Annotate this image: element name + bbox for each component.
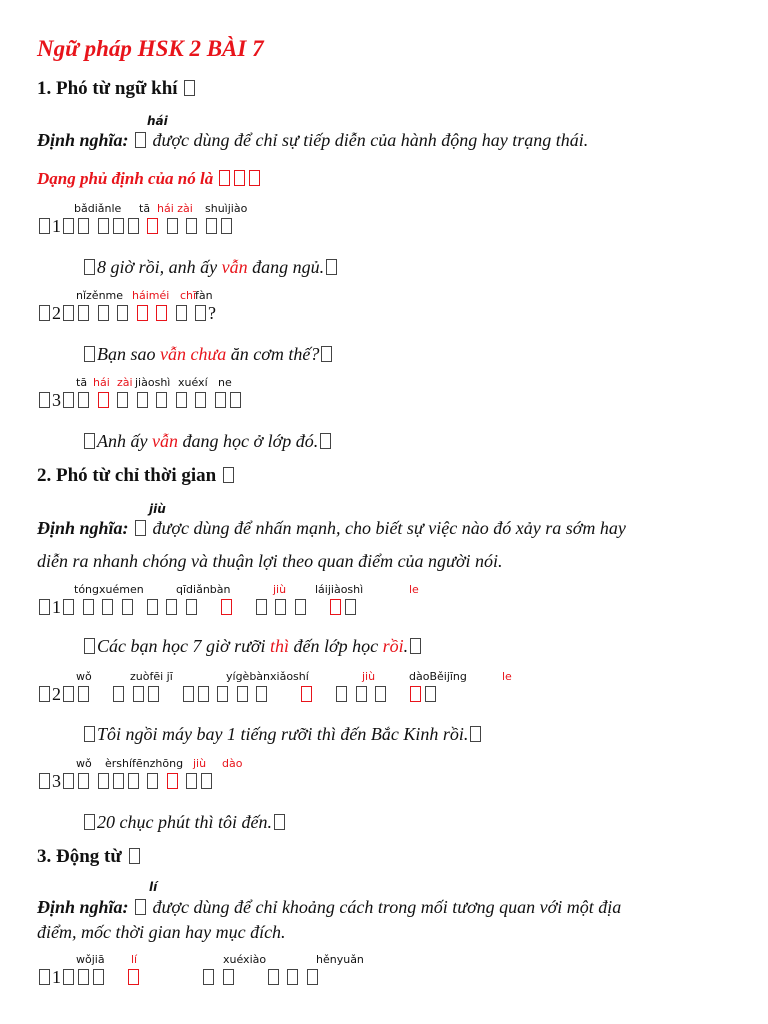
section2-heading: 2. Phó từ chỉ thời gian [37, 465, 236, 487]
missing-glyph-box [93, 969, 104, 985]
section2-pinyin: jiù [149, 502, 166, 516]
missing-glyph-box [356, 686, 367, 702]
missing-glyph-box [39, 773, 50, 789]
missing-glyph-box [78, 392, 89, 408]
missing-glyph-box [39, 969, 50, 985]
missing-glyph-box [249, 170, 260, 186]
missing-glyph-box [176, 392, 187, 408]
ex2-1-translation: Các bạn học 7 giờ rưỡi thì đến lớp học rồi. [82, 636, 423, 657]
missing-glyph-box [184, 80, 195, 96]
missing-glyph-box [230, 392, 241, 408]
missing-glyph-box [268, 969, 279, 985]
missing-glyph-box [237, 686, 248, 702]
missing-glyph-box [256, 599, 267, 615]
missing-glyph-box [410, 686, 421, 702]
section3-definition-line1: Định nghĩa: được dùng để chỉ khoảng cách trong mối tương quan với một địa [37, 897, 622, 917]
missing-glyph-box [63, 305, 74, 321]
ex3-1-pinyin-1: wǒjiā [76, 953, 105, 966]
missing-glyph-box [198, 686, 209, 702]
missing-glyph-box [63, 218, 74, 234]
missing-glyph-box [135, 899, 146, 915]
missing-glyph-box [137, 305, 148, 321]
missing-glyph-box [223, 467, 234, 483]
missing-glyph-box [39, 392, 50, 408]
missing-glyph-box [63, 773, 74, 789]
missing-glyph-box [195, 305, 206, 321]
missing-glyph-box [84, 726, 95, 742]
ex2-2-pinyin-6: le [502, 670, 512, 683]
ex2-2-pinyin-3: yígèbànxiǎoshí [226, 670, 309, 683]
ex2-2-pinyin-1: wǒ [76, 670, 92, 683]
page-title: Ngữ pháp HSK 2 BÀI 7 [37, 36, 264, 61]
missing-glyph-box [39, 218, 50, 234]
missing-glyph-box [98, 218, 109, 234]
missing-glyph-box [167, 218, 178, 234]
missing-glyph-box [221, 218, 232, 234]
missing-glyph-box [470, 726, 481, 742]
ex2-3-pinyin-1: wǒ [76, 757, 92, 770]
missing-glyph-box [186, 599, 197, 615]
ex1-1-pinyin-2: tā [139, 202, 151, 215]
ex1-3-pinyin-5: xuéxí [178, 376, 208, 389]
ex2-2-pinyin-5: dàoBěijīng [409, 670, 467, 683]
missing-glyph-box [84, 346, 95, 362]
missing-glyph-box [219, 170, 230, 186]
ex2-2-pinyin-2: zuòfēi jī [130, 670, 173, 683]
section3-heading: 3. Động từ [37, 846, 142, 868]
missing-glyph-box [320, 433, 331, 449]
missing-glyph-box [84, 259, 95, 275]
section2-definition-line2: diễn ra nhanh chóng và thuận lợi theo quan điểm của người nói. [37, 551, 503, 571]
ex2-3-pinyin-4: dào [222, 757, 243, 770]
missing-glyph-box [98, 773, 109, 789]
ex1-2-pinyin-4: fàn [195, 289, 213, 302]
ex2-2-pinyin-4: jiù [362, 670, 376, 683]
missing-glyph-box [78, 305, 89, 321]
missing-glyph-box [326, 259, 337, 275]
missing-glyph-box [129, 848, 140, 864]
ex2-3-hanzi: 3 [37, 771, 214, 792]
section1-heading: 1. Phó từ ngữ khí [37, 78, 197, 100]
missing-glyph-box [39, 305, 50, 321]
missing-glyph-box [117, 305, 128, 321]
missing-glyph-box [206, 218, 217, 234]
missing-glyph-box [63, 392, 74, 408]
missing-glyph-box [156, 392, 167, 408]
missing-glyph-box [256, 686, 267, 702]
missing-glyph-box [78, 218, 89, 234]
ex2-2-translation: Tôi ngồi máy bay 1 tiếng rưỡi thì đến Bắc Kinh rồi. [82, 724, 483, 745]
missing-glyph-box [375, 686, 386, 702]
missing-glyph-box [84, 433, 95, 449]
ex1-3-pinyin-2: hái [93, 376, 110, 389]
missing-glyph-box [203, 969, 214, 985]
missing-glyph-box [84, 814, 95, 830]
missing-glyph-box [425, 686, 436, 702]
ex1-3-pinyin-6: ne [218, 376, 232, 389]
ex1-3-pinyin-1: tā [76, 376, 88, 389]
section1-pinyin: hái [147, 114, 168, 128]
missing-glyph-box [128, 773, 139, 789]
section3-definition-line2: điểm, mốc thời gian hay mục đích. [37, 922, 286, 942]
missing-glyph-box [147, 599, 158, 615]
missing-glyph-box [287, 969, 298, 985]
missing-glyph-box [78, 969, 89, 985]
missing-glyph-box [345, 599, 356, 615]
missing-glyph-box [201, 773, 212, 789]
ex1-3-hanzi: 3 [37, 390, 243, 411]
missing-glyph-box [78, 686, 89, 702]
missing-glyph-box [307, 969, 318, 985]
ex2-3-translation: 20 chục phút thì tôi đến. [82, 812, 287, 833]
ex2-1-pinyin-1: tóngxuémen [74, 583, 144, 596]
ex3-1-pinyin-4: hěnyuǎn [316, 953, 364, 966]
missing-glyph-box [98, 392, 109, 408]
ex2-1-pinyin-3: jiù [273, 583, 287, 596]
ex2-1-hanzi: 1 [37, 597, 358, 618]
ex1-1-hanzi: 1 [37, 216, 234, 237]
missing-glyph-box [148, 686, 159, 702]
missing-glyph-box [274, 814, 285, 830]
ex1-1-pinyin-1: bǎdiǎnle [74, 202, 122, 215]
missing-glyph-box [63, 686, 74, 702]
section3-pinyin: lí [149, 880, 158, 894]
missing-glyph-box [330, 599, 341, 615]
missing-glyph-box [39, 686, 50, 702]
missing-glyph-box [275, 599, 286, 615]
missing-glyph-box [113, 686, 124, 702]
ex1-2-pinyin-1: nǐzěnme [76, 289, 124, 302]
missing-glyph-box [321, 346, 332, 362]
ex3-1-hanzi: 1 [37, 967, 320, 988]
missing-glyph-box [122, 599, 133, 615]
missing-glyph-box [39, 599, 50, 615]
ex1-2-pinyin-2: háiméi [132, 289, 170, 302]
missing-glyph-box [135, 520, 146, 536]
ex3-1-pinyin-3: xuéxiào [223, 953, 267, 966]
missing-glyph-box [166, 599, 177, 615]
missing-glyph-box [113, 773, 124, 789]
missing-glyph-box [84, 638, 95, 654]
missing-glyph-box [156, 305, 167, 321]
missing-glyph-box [117, 392, 128, 408]
missing-glyph-box [195, 392, 206, 408]
ex1-3-pinyin-3: zài [117, 376, 133, 389]
ex2-1-pinyin-4: láijiàoshì [315, 583, 364, 596]
ex2-1-pinyin-2: qīdiǎnbàn [176, 583, 231, 596]
section2-definition-line1: Định nghĩa: được dùng để nhấn mạnh, cho biết sự việc nào đó xảy ra sớm hay [37, 518, 626, 538]
missing-glyph-box [215, 392, 226, 408]
ex1-2-pinyin-3: chī [180, 289, 197, 302]
missing-glyph-box [336, 686, 347, 702]
missing-glyph-box [217, 686, 228, 702]
missing-glyph-box [63, 969, 74, 985]
missing-glyph-box [137, 392, 148, 408]
missing-glyph-box [147, 218, 158, 234]
ex1-2-hanzi: 2 ? [37, 303, 216, 324]
ex3-1-pinyin-2: lí [131, 953, 138, 966]
ex1-1-pinyin-4: shuìjiào [205, 202, 248, 215]
missing-glyph-box [83, 599, 94, 615]
ex2-3-pinyin-2: èrshífēnzhōng [105, 757, 184, 770]
ex2-1-pinyin-5: le [409, 583, 419, 596]
missing-glyph-box [176, 305, 187, 321]
missing-glyph-box [78, 773, 89, 789]
missing-glyph-box [128, 969, 139, 985]
ex1-3-translation: Anh ấy vẫn đang học ở lớp đó. [82, 431, 333, 452]
missing-glyph-box [113, 218, 124, 234]
missing-glyph-box [186, 218, 197, 234]
ex1-1-pinyin-3: hái zài [157, 202, 193, 215]
missing-glyph-box [133, 686, 144, 702]
missing-glyph-box [135, 132, 146, 148]
ex2-2-hanzi: 2 [37, 684, 438, 705]
missing-glyph-box [410, 638, 421, 654]
missing-glyph-box [183, 686, 194, 702]
missing-glyph-box [301, 686, 312, 702]
missing-glyph-box [234, 170, 245, 186]
section1-definition: Định nghĩa: được dùng để chỉ sự tiếp diễn của hành động hay trạng thái. [37, 130, 589, 150]
missing-glyph-box [63, 599, 74, 615]
negation-label: Dạng phủ định của nó là [37, 169, 262, 189]
missing-glyph-box [128, 218, 139, 234]
missing-glyph-box [186, 773, 197, 789]
ex2-3-pinyin-3: jiù [193, 757, 207, 770]
missing-glyph-box [102, 599, 113, 615]
missing-glyph-box [98, 305, 109, 321]
ex1-3-pinyin-4: jiàoshì [135, 376, 171, 389]
missing-glyph-box [167, 773, 178, 789]
missing-glyph-box [221, 599, 232, 615]
missing-glyph-box [295, 599, 306, 615]
missing-glyph-box [147, 773, 158, 789]
ex1-1-translation: 8 giờ rồi, anh ấy vẫn đang ngủ. [82, 257, 339, 278]
ex1-2-translation: Bạn sao vẫn chưa ăn cơm thế? [82, 344, 334, 365]
missing-glyph-box [223, 969, 234, 985]
